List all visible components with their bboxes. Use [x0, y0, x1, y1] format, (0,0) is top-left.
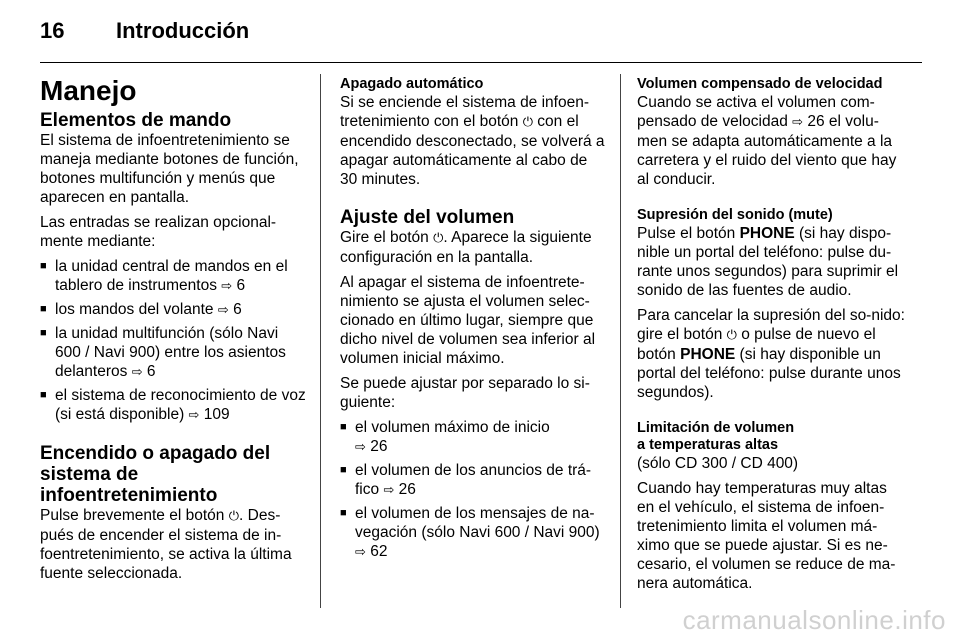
paragraph: Cuando hay temperaturas muy altas en el vehículo, el sistema de infoen-tretenimiento limita el volumen má-ximo que se puede ajustar. Si es ne-cesario, el volumen se reduce de ma-nera automática.: [637, 480, 896, 592]
list-item: ■ la unidad multifunción (sólo Navi 600 / Navi 900) entre los asientos delanteros ⇨ 6: [40, 324, 308, 382]
paragraph: (sólo CD 300 / CD 400): [637, 455, 799, 472]
paragraph: Las entradas se realizan opcional-mente mediante:: [40, 214, 277, 250]
volume-settings-list: [340, 418, 608, 562]
column-2: [340, 76, 608, 568]
page-ref-icon: ⇨: [792, 115, 804, 130]
phone-button-label: PHONE: [680, 346, 736, 363]
paragraph: Pulse brevemente el botón ⏻. Des-pués de encender el sistema de in-foentretenimiento, se activa la última fuente seleccionada.: [40, 507, 292, 582]
section-title-power: Encendido o apagado del sistema de infoentretenimiento: [40, 443, 271, 506]
section-title-mute: Supresión del sonido (mute): [637, 207, 833, 223]
section-title-speed-volume: Volumen compensado de velocidad: [637, 76, 883, 92]
page-ref[interactable]: 62: [370, 543, 388, 560]
page-ref[interactable]: 6: [236, 277, 246, 294]
page-ref-icon: ⇨: [383, 483, 395, 498]
header-rule: [40, 62, 922, 63]
page-ref[interactable]: 26: [398, 481, 416, 498]
paragraph: Pulse el botón PHONE (si hay dispo-nible un portal del teléfono: pulse du-rante unos segundos) para suprimir el sonido de las fuentes de audio.: [637, 225, 899, 299]
page-ref[interactable]: 109: [203, 406, 230, 423]
paragraph: Cuando se activa el volumen com-pensado de velocidad ⇨ 26 el volu-men se adapta automáticamente a la carretera y el ruido del viento que hay al conducir.: [637, 94, 897, 188]
page-ref-icon: ⇨: [131, 365, 143, 380]
list-item: ■ los mandos del volante ⇨ 6: [40, 300, 308, 320]
list-item: ■ el volumen de los anuncios de trá-fico ⇨ 26: [340, 461, 608, 500]
phone-button-label: PHONE: [739, 225, 795, 242]
list-item: ■ el sistema de reconocimiento de voz (si está disponible) ⇨ 109: [40, 386, 308, 425]
power-knob-icon: ⏻: [726, 328, 737, 343]
page-ref[interactable]: 26: [807, 113, 825, 130]
power-knob-icon: ⏻: [228, 509, 240, 524]
paragraph: Si se enciende el sistema de infoen-tretenimiento con el botón ⏻ con el encendido desconectado, se volverá a apagar automáticamente al cabo de 30 minutes.: [340, 94, 605, 188]
input-methods-list: [40, 257, 308, 425]
column-divider-1: [320, 74, 321, 608]
paragraph: Se puede ajustar por separado lo si-guiente:: [340, 375, 590, 411]
page-ref[interactable]: 6: [233, 301, 242, 318]
page-ref-icon: ⇨: [217, 303, 229, 318]
column-1: [40, 76, 308, 589]
section-title-volume-limit: Limitación de volumen a temperaturas altas: [637, 420, 795, 453]
power-knob-icon: ⏻: [433, 231, 444, 246]
section-title-controls: Elementos de mando: [40, 110, 232, 131]
watermark: carmanualsonline.info: [682, 605, 946, 635]
power-knob-icon: ⏻: [522, 115, 533, 130]
list-item: ■ la unidad central de mandos en el tablero de instrumentos ⇨ 6: [40, 257, 308, 296]
page-ref-icon: ⇨: [355, 440, 366, 455]
page-header: [40, 18, 249, 44]
column-3: [637, 76, 905, 599]
list-item: ■ el volumen de los mensajes de na-vegación (sólo Navi 600 / Navi 900) ⇨ 62: [340, 504, 608, 562]
paragraph: Para cancelar la supresión del so-nido: gire el botón ⏻ o pulse de nuevo el botón PHONE (si hay disponible un portal del teléfono: pulse durante unos segundos).: [637, 307, 905, 401]
list-item: ■ el volumen máximo de inicio ⇨ 26: [340, 418, 608, 457]
page-ref-icon: ⇨: [221, 279, 233, 294]
page-ref[interactable]: 26: [370, 438, 388, 455]
column-divider-2: [620, 74, 621, 608]
main-title: Manejo: [40, 75, 137, 106]
page-ref-icon: ⇨: [355, 545, 366, 560]
paragraph: Gire el botón ⏻. Aparece la siguiente configuración en la pantalla.: [340, 229, 592, 266]
page-ref-icon: ⇨: [188, 408, 200, 423]
page-number: 16: [40, 18, 65, 43]
section-title-auto-off: Apagado automático: [340, 76, 484, 92]
paragraph: El sistema de infoentretenimiento se maneja mediante botones de función, botones multifunción y menús que aparecen en pantalla.: [40, 132, 299, 206]
section-title-volume: Ajuste del volumen: [340, 207, 515, 228]
page-title: Introducción: [116, 18, 250, 43]
page-ref[interactable]: 6: [146, 363, 156, 380]
paragraph: Al apagar el sistema de infoentrete-nimiento se ajusta el volumen selec-cionado en último lugar, siempre que dicho nivel de volumen sea inferior al volumen inicial máximo.: [340, 274, 596, 367]
